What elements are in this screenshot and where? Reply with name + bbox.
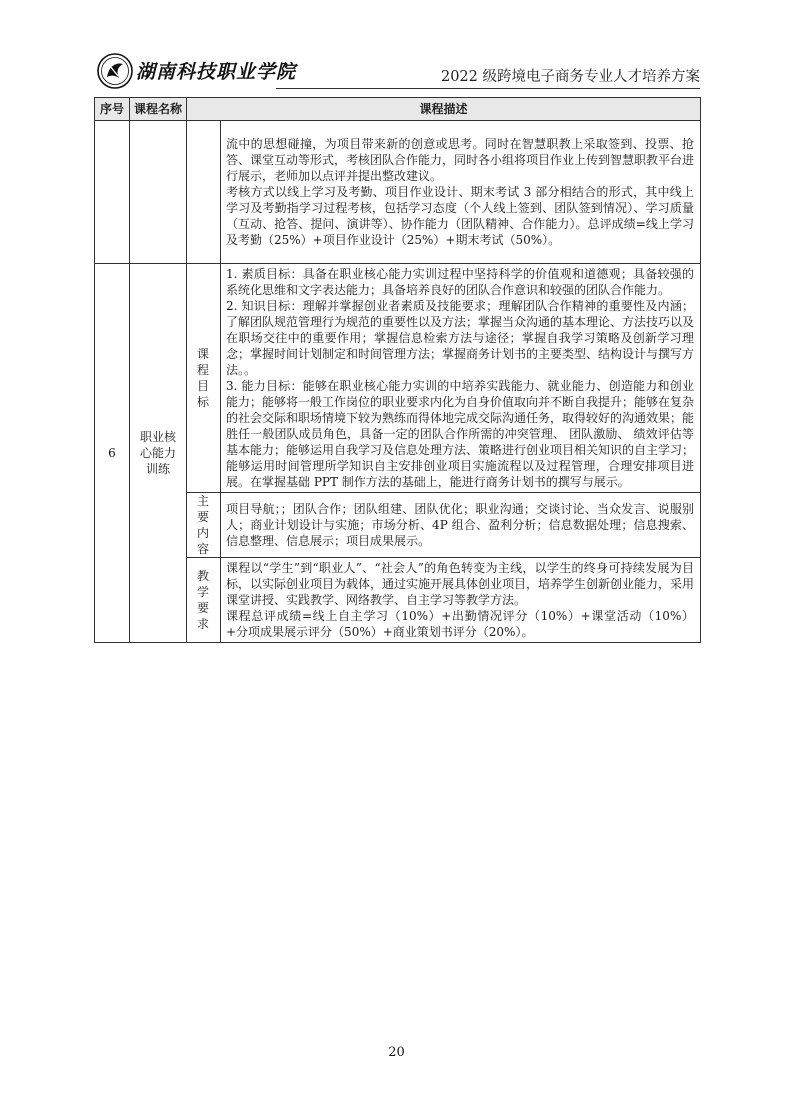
requirements-label: 教学要求 — [187, 558, 221, 643]
goals-label: 课程目标 — [187, 264, 221, 493]
header-no: 序号 — [95, 98, 130, 121]
school-logo-icon — [96, 52, 134, 90]
course-table — [94, 97, 701, 643]
page-header — [96, 52, 700, 90]
table-row-goals — [95, 264, 701, 493]
school-name: 湖南科技职业学院 — [136, 61, 297, 83]
desc-paragraph: 项目导航；；团队合作；团队组建、团队优化；职业沟通；交谈讨论、当众发言、说服别人；商业计划设计与实施；市场分析、4P 组合、盈利分析；信息数据处理；信息搜索、信息整理、信息展示；项目成果展示。 — [226, 502, 695, 548]
continued-no-cell — [95, 121, 130, 264]
page-number: 20 — [388, 1045, 405, 1060]
table-row-continued — [95, 121, 701, 264]
desc-paragraph: 3. 能力目标：能够在职业核心能力实训的中培养实践能力、就业能力、创造能力和创业能力；能够将一般工作岗位的职业要求内化为自身价值取向并不断自我提升；能够在复杂的社会交际和职场情境下较为熟练而得体地完成交际沟通任务，取得较好的沟通效果；能胜任一般团队成员角色，具备一定的团队合作所需的冲突管理、 团队激励、 绩效评估等基本能力；能够运用自我学习及信息处理方法、策略进行创业项目相关知识的自主学习；能够运用时间管理所学知识自主安排创业项目实施流程以及过程管理，合理安排项目进展。在掌握基础 PPT 制作方法的基础上，能进行商务计划书的撰写与展示。 — [226, 379, 695, 489]
continued-sub-cell — [187, 121, 221, 264]
continued-desc-cell — [221, 121, 701, 264]
header-course-name: 课程名称 — [130, 98, 187, 121]
course-name: 职业核心能力训练 — [130, 264, 187, 643]
course-no: 6 — [95, 264, 130, 643]
header-rule — [276, 88, 700, 89]
goals-desc-cell — [221, 264, 701, 493]
desc-paragraph: 1. 素质目标：具备在职业核心能力实训过程中坚持科学的价值观和道德观；具备较强的系统化思维和文字表达能力；具备培养良好的团队合作意识和较强的团队合作能力。 — [226, 267, 695, 297]
header-course-desc: 课程描述 — [187, 98, 701, 121]
desc-paragraph: 课程以“学生”到“职业人”、“社会人”的角色转变为主线，以学生的终身可持续发展为目标，以实际创业项目为载体，通过实施开展具体创业项目，培养学生创新创业能力，采用课堂讲授、实践教学、网络教学、自主学习等教学方法。 — [226, 561, 695, 607]
content-label: 主要内容 — [187, 493, 221, 558]
document-title: 2022 级跨境电子商务专业人才培养方案 — [440, 69, 700, 85]
desc-paragraph: 考核方式以线上学习及考勤、项目作业设计、期末考试 3 部分相结合的形式，其中线上学习及考勤指学习过程考核，包括学习态度（个人线上签到、团队签到情况）、学习质量（互动、抢答、提问、演讲等）、协作能力（团队精神、合作能力）。总评成绩=线上学习及考勤（25%）+项目作业设计（25%）+期末考试（50%）。 — [226, 185, 695, 247]
requirements-desc-cell — [221, 558, 701, 643]
desc-paragraph: 课程总评成绩=线上自主学习（10%）+出勤情况评分（10%）+课堂活动（10%）+分项成果展示评分（50%）+商业策划书评分（20%）。 — [226, 609, 695, 639]
desc-paragraph: 流中的思想碰撞，为项目带来新的创意或思考。同时在智慧职教上采取签到、投票、抢答、课堂互动等形式，考核团队合作能力，同时各小组将项目作业上传到智慧职教平台进行展示，老师加以点评并提出整改建议。 — [226, 137, 695, 183]
desc-paragraph: 2. 知识目标：理解并掌握创业者素质及技能要求；理解团队合作精神的重要性及内涵；了解团队规范管理行为规范的重要性以及方法；掌握当众沟通的基本理论、方法技巧以及在职场交往中的重要作用；掌握信息检索方法与途径；掌握自我学习策略及创新学习理念；掌握时间计划制定和时间管理方法；掌握商务计划书的主要类型、结构设计与撰写方法。。 — [226, 299, 695, 377]
table-header-row — [95, 98, 701, 121]
content-desc-cell — [221, 493, 701, 558]
continued-name-cell — [130, 121, 187, 264]
